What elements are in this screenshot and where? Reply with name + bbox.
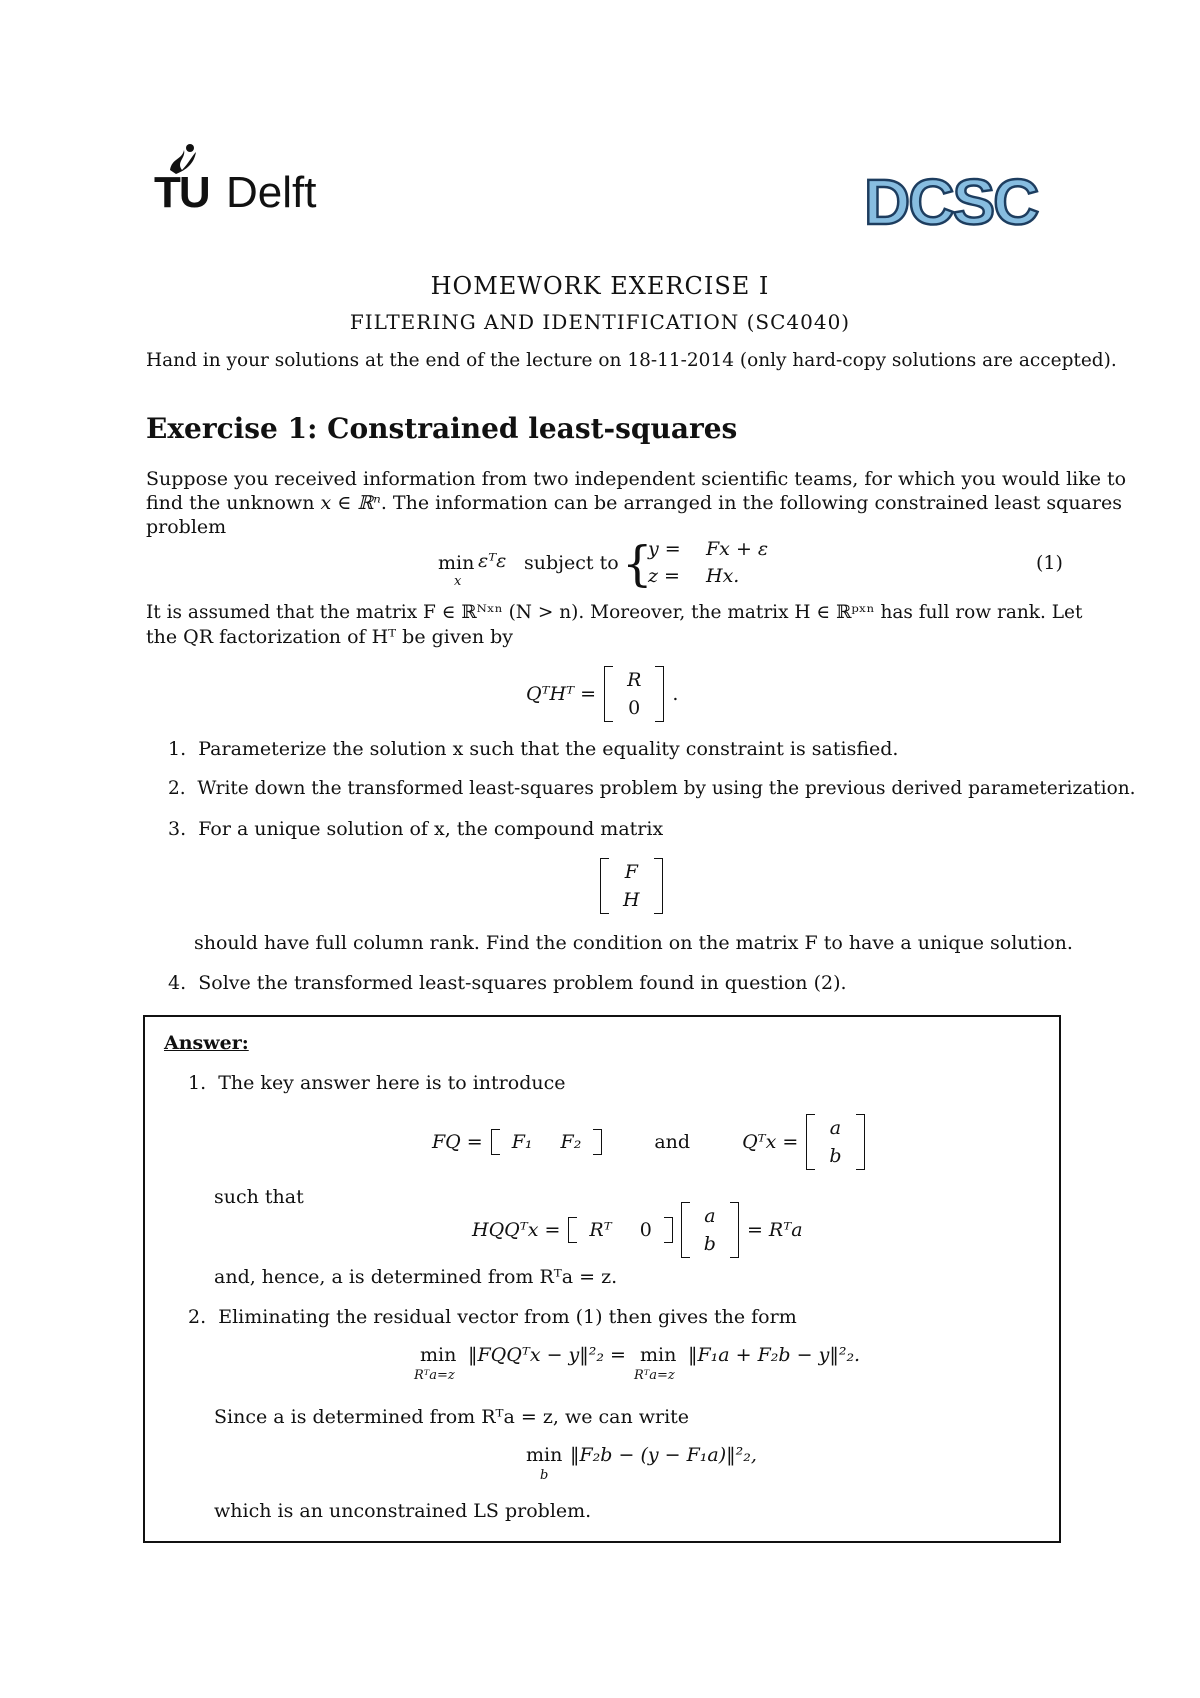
eq1-sub: x — [454, 574, 462, 589]
answer-1 — [188, 1072, 566, 1094]
eq1-row1-rhs: Fx + ε — [706, 538, 769, 560]
intro-2b: x ∈ ℝⁿ — [320, 492, 381, 514]
eq1-brace: { — [622, 536, 653, 592]
eq3-min: min — [526, 1444, 563, 1466]
page-title: HOMEWORK EXERCISE I — [430, 272, 770, 300]
intro-2c: . The information can be arranged in the following constrained least squares — [380, 492, 1122, 514]
eq1-row2-rhs: Hx. — [706, 565, 740, 587]
hq-lhs: HQQᵀx = — [472, 1219, 561, 1241]
question-1-text: Parameterize the solution x such that the equality constraint is satisfied. — [198, 738, 899, 760]
question-2 — [168, 778, 1136, 799]
eq1-min: min — [438, 552, 475, 574]
dcsc-logo — [862, 170, 1062, 232]
such-that: such that — [214, 1186, 304, 1208]
hence-line: and, hence, a is determined from Rᵀa = z. — [214, 1266, 618, 1288]
eq2-min-right: min — [640, 1344, 677, 1366]
eq2 — [414, 1344, 894, 1394]
eq2-min-left: min — [420, 1344, 457, 1366]
qr-equation — [526, 666, 678, 722]
qr-matrix — [604, 666, 664, 722]
qr-end: . — [672, 683, 679, 705]
tudelft-tu: TU — [154, 168, 209, 217]
assume-line-1: It is assumed that the matrix F ∈ ℝᴺˣⁿ (N > n). Moreover, the matrix H ∈ ℝᵖˣⁿ has full row rank. Let — [146, 602, 1083, 623]
eq1-row2-lhs: z = — [648, 565, 680, 587]
page-subtitle: FILTERING AND IDENTIFICATION (SC4040) — [349, 310, 851, 334]
hq-rt: Rᵀ — [589, 1219, 612, 1241]
fq-f1: F₁ — [511, 1131, 533, 1153]
compound-matrix — [600, 858, 663, 914]
handin-note: Hand in your solutions at the end of the lecture on 18-11-2014 (only hard-copy solutions are accepted). — [146, 350, 1117, 371]
eq1-number: (1) — [1036, 552, 1063, 574]
intro-line-3: problem — [146, 516, 227, 538]
exercise-heading: Exercise 1: Constrained least-squares — [146, 412, 738, 445]
question-2-text: Write down the transformed least-squares problem by using the previous derived parameterization. — [197, 778, 1136, 799]
answer-2-text: Eliminating the residual vector from (1) then gives the form — [218, 1306, 797, 1328]
hq-equation — [472, 1202, 803, 1258]
eq1-row1-lhs: y = — [648, 538, 681, 560]
qtx-b: b — [829, 1145, 842, 1167]
eq2-min-right-sub: Rᵀa=z — [634, 1368, 675, 1383]
eq3 — [526, 1444, 766, 1494]
hq-b: b — [703, 1233, 716, 1255]
qtx-lhs: Qᵀx = — [742, 1131, 799, 1153]
hq-a: a — [704, 1205, 716, 1227]
dcsc-logo-text: DCSC — [864, 170, 1038, 232]
question-1-num: 1. — [168, 738, 187, 760]
fq-lhs: FQ = — [432, 1131, 483, 1153]
question-3-text: For a unique solution of x, the compound matrix — [198, 818, 664, 840]
eq3-min-sub: b — [540, 1468, 549, 1483]
fq-and: and — [654, 1131, 691, 1153]
eq2-min-left-sub: Rᵀa=z — [414, 1368, 455, 1383]
answer-1-num: 1. — [188, 1072, 207, 1094]
assume-line-2: the QR factorization of Hᵀ be given by — [146, 626, 514, 648]
question-3-num: 3. — [168, 818, 187, 840]
intro-line-1: Suppose you received information from two independent scientific teams, for which you would like to — [146, 468, 1127, 490]
qr-lhs: QᵀHᵀ = — [526, 683, 597, 705]
question-3-after: should have full column rank. Find the condition on the matrix F to have a unique solution. — [194, 932, 1073, 954]
since-line: Since a is determined from Rᵀa = z, we can write — [214, 1406, 690, 1428]
question-3 — [168, 818, 663, 840]
eq2-right: ‖F₁a + F₂b − y‖²₂. — [688, 1344, 861, 1366]
answer-2-num: 2. — [188, 1306, 207, 1328]
answer-label: Answer: — [164, 1032, 249, 1054]
fq-equation — [432, 1114, 865, 1170]
eq1-objective: εᵀε — [478, 550, 507, 572]
eq1-subject-to: subject to — [524, 552, 619, 574]
fq-f2: F₂ — [560, 1131, 582, 1153]
equation-1 — [438, 538, 778, 594]
compound-top: F — [624, 861, 638, 883]
tudelft-logo — [150, 140, 350, 220]
hq-zero: 0 — [639, 1219, 652, 1241]
question-4-num: 4. — [168, 972, 187, 994]
question-2-num: 2. — [168, 778, 186, 799]
qr-bottom: 0 — [628, 697, 641, 719]
question-4-text: Solve the transformed least-squares problem found in question (2). — [198, 972, 847, 994]
answer-1-text: The key answer here is to introduce — [218, 1072, 566, 1094]
compound-bottom: H — [623, 889, 640, 911]
unconstrained-line: which is an unconstrained LS problem. — [214, 1500, 592, 1522]
question-4 — [168, 972, 847, 994]
qtx-a: a — [829, 1117, 842, 1139]
hq-rhs: = Rᵀa — [746, 1219, 803, 1241]
intro-2a: find the unknown — [146, 492, 321, 514]
intro-line-2 — [146, 492, 1122, 514]
answer-2 — [188, 1306, 797, 1328]
qr-top: R — [627, 669, 642, 691]
eq2-left: ‖FQQᵀx − y‖²₂ = — [468, 1344, 626, 1366]
question-1 — [168, 738, 898, 760]
eq3-expr: ‖F₂b − (y − F₁a)‖²₂, — [570, 1444, 757, 1466]
tudelft-delft: Delft — [226, 168, 317, 217]
